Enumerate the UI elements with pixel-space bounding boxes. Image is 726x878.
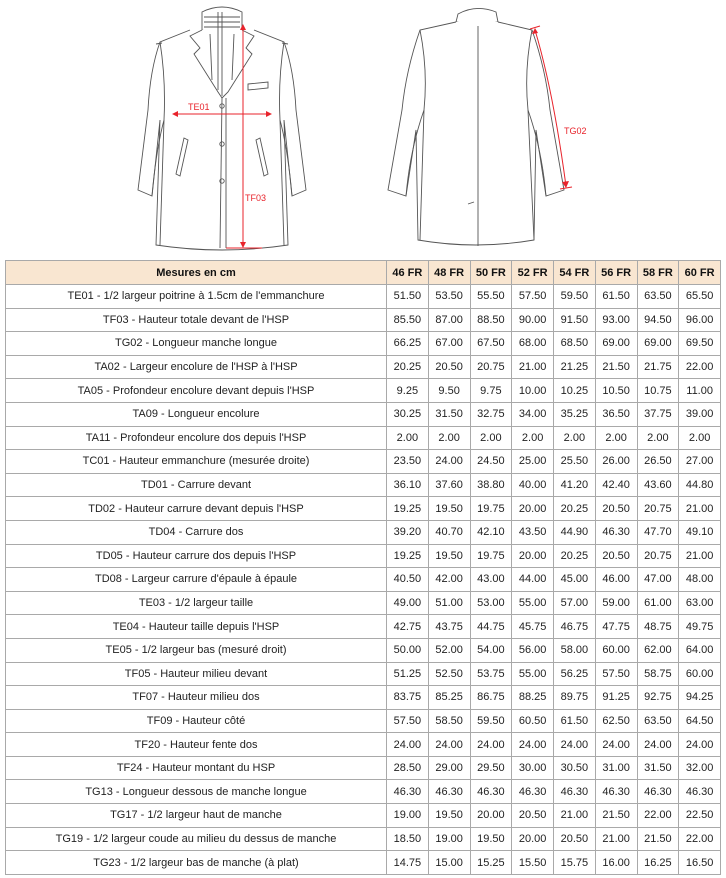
measure-value: 31.00 xyxy=(595,756,637,780)
measure-value: 24.00 xyxy=(595,733,637,757)
measure-value: 96.00 xyxy=(679,308,721,332)
table-row xyxy=(6,355,721,379)
measure-value: 63.50 xyxy=(637,709,679,733)
measure-value: 69.50 xyxy=(679,332,721,356)
label-tf03: TF03 xyxy=(245,193,267,203)
measure-value: 10.25 xyxy=(554,379,596,403)
measure-value: 62.00 xyxy=(637,638,679,662)
measure-value: 34.00 xyxy=(512,402,554,426)
measure-value: 19.50 xyxy=(428,497,470,521)
measure-value: 24.00 xyxy=(637,733,679,757)
measure-value: 29.00 xyxy=(428,756,470,780)
measure-value: 92.75 xyxy=(637,686,679,710)
measure-label: TF07 - Hauteur milieu dos xyxy=(6,686,387,710)
measure-label: TE03 - 1/2 largeur taille xyxy=(6,591,387,615)
measure-value: 20.75 xyxy=(470,355,512,379)
measure-value: 46.30 xyxy=(595,520,637,544)
measure-value: 59.00 xyxy=(595,591,637,615)
measure-value: 46.30 xyxy=(387,780,429,804)
measure-label: TA11 - Profondeur encolure dos depuis l'HSP xyxy=(6,426,387,450)
measure-value: 40.00 xyxy=(512,473,554,497)
measure-label: TA05 - Profondeur encolure devant depuis l'HSP xyxy=(6,379,387,403)
measure-value: 61.50 xyxy=(595,285,637,309)
table-row xyxy=(6,544,721,568)
measure-value: 60.00 xyxy=(595,638,637,662)
measure-value: 2.00 xyxy=(470,426,512,450)
header-size: 52 FR xyxy=(512,261,554,285)
measure-value: 39.00 xyxy=(679,402,721,426)
measure-value: 32.75 xyxy=(470,402,512,426)
table-body xyxy=(6,285,721,875)
header-size: 60 FR xyxy=(679,261,721,285)
measure-label: TF05 - Hauteur milieu devant xyxy=(6,662,387,686)
measure-label: TD08 - Largeur carrure d'épaule à épaule xyxy=(6,568,387,592)
measure-value: 2.00 xyxy=(554,426,596,450)
measure-value: 53.75 xyxy=(470,662,512,686)
measure-value: 49.00 xyxy=(387,591,429,615)
label-te01: TE01 xyxy=(188,102,210,112)
measure-value: 58.75 xyxy=(637,662,679,686)
measure-value: 88.25 xyxy=(512,686,554,710)
table-row xyxy=(6,615,721,639)
measure-value: 42.00 xyxy=(428,568,470,592)
table-row xyxy=(6,851,721,875)
table-row xyxy=(6,780,721,804)
measure-value: 15.00 xyxy=(428,851,470,875)
measure-value: 31.50 xyxy=(428,402,470,426)
measure-value: 9.50 xyxy=(428,379,470,403)
table-row xyxy=(6,379,721,403)
measure-value: 43.60 xyxy=(637,473,679,497)
measure-value: 44.00 xyxy=(512,568,554,592)
measure-value: 46.30 xyxy=(428,780,470,804)
measure-value: 31.50 xyxy=(637,756,679,780)
measure-value: 26.00 xyxy=(595,450,637,474)
measure-value: 27.00 xyxy=(679,450,721,474)
measure-value: 21.25 xyxy=(554,355,596,379)
measure-value: 19.75 xyxy=(470,497,512,521)
measure-value: 68.00 xyxy=(512,332,554,356)
measure-value: 24.00 xyxy=(387,733,429,757)
measure-label: TD04 - Carrure dos xyxy=(6,520,387,544)
table-row xyxy=(6,638,721,662)
measure-value: 55.50 xyxy=(470,285,512,309)
measure-value: 16.25 xyxy=(637,851,679,875)
measure-value: 40.70 xyxy=(428,520,470,544)
table-row xyxy=(6,473,721,497)
measure-value: 46.75 xyxy=(554,615,596,639)
measure-value: 67.00 xyxy=(428,332,470,356)
measure-value: 91.25 xyxy=(595,686,637,710)
measure-value: 85.50 xyxy=(387,308,429,332)
measure-value: 14.75 xyxy=(387,851,429,875)
table-row xyxy=(6,662,721,686)
measure-value: 9.25 xyxy=(387,379,429,403)
measure-value: 48.00 xyxy=(679,568,721,592)
measure-value: 60.50 xyxy=(512,709,554,733)
measure-label: TF09 - Hauteur côté xyxy=(6,709,387,733)
measure-value: 38.80 xyxy=(470,473,512,497)
measure-label: TG02 - Longueur manche longue xyxy=(6,332,387,356)
measure-value: 30.25 xyxy=(387,402,429,426)
table-row xyxy=(6,591,721,615)
measure-value: 57.50 xyxy=(512,285,554,309)
measure-value: 61.50 xyxy=(554,709,596,733)
measure-value: 54.00 xyxy=(470,638,512,662)
measure-value: 60.00 xyxy=(679,662,721,686)
measure-value: 45.00 xyxy=(554,568,596,592)
measure-value: 64.00 xyxy=(679,638,721,662)
measure-value: 91.50 xyxy=(554,308,596,332)
measure-value: 25.50 xyxy=(554,450,596,474)
measure-value: 42.75 xyxy=(387,615,429,639)
label-tg02: TG02 xyxy=(564,126,587,136)
table-row xyxy=(6,756,721,780)
coat-back-drawing xyxy=(378,0,588,252)
measure-label: TF20 - Hauteur fente dos xyxy=(6,733,387,757)
table-row xyxy=(6,426,721,450)
measure-value: 2.00 xyxy=(387,426,429,450)
measure-label: TE05 - 1/2 largeur bas (mesuré droit) xyxy=(6,638,387,662)
measure-value: 83.75 xyxy=(387,686,429,710)
measure-value: 20.50 xyxy=(512,804,554,828)
measure-value: 46.30 xyxy=(679,780,721,804)
measure-value: 11.00 xyxy=(679,379,721,403)
header-size: 50 FR xyxy=(470,261,512,285)
measure-value: 94.25 xyxy=(679,686,721,710)
measure-value: 51.00 xyxy=(428,591,470,615)
measure-value: 46.30 xyxy=(470,780,512,804)
measure-value: 23.50 xyxy=(387,450,429,474)
measure-value: 85.25 xyxy=(428,686,470,710)
measure-value: 20.25 xyxy=(554,544,596,568)
measure-value: 52.00 xyxy=(428,638,470,662)
measure-label: TG23 - 1/2 largeur bas de manche (à plat) xyxy=(6,851,387,875)
garment-illustration xyxy=(0,0,726,258)
measure-label: TD02 - Hauteur carrure devant depuis l'HSP xyxy=(6,497,387,521)
measure-value: 22.00 xyxy=(679,355,721,379)
measure-value: 16.50 xyxy=(679,851,721,875)
measure-value: 10.75 xyxy=(637,379,679,403)
measure-value: 51.25 xyxy=(387,662,429,686)
measure-label: TC01 - Hauteur emmanchure (mesurée droite) xyxy=(6,450,387,474)
measure-value: 59.50 xyxy=(554,285,596,309)
measure-value: 58.00 xyxy=(554,638,596,662)
measure-value: 63.00 xyxy=(679,591,721,615)
measure-value: 22.50 xyxy=(679,804,721,828)
measure-value: 19.00 xyxy=(428,827,470,851)
header-size: 48 FR xyxy=(428,261,470,285)
table-row xyxy=(6,520,721,544)
measure-value: 20.50 xyxy=(595,497,637,521)
measure-value: 15.75 xyxy=(554,851,596,875)
measure-value: 2.00 xyxy=(512,426,554,450)
measure-value: 20.50 xyxy=(595,544,637,568)
measure-value: 36.50 xyxy=(595,402,637,426)
measure-value: 57.50 xyxy=(387,709,429,733)
table-row xyxy=(6,285,721,309)
measure-label: TE01 - 1/2 largeur poitrine à 1.5cm de l'emmanchure xyxy=(6,285,387,309)
measure-value: 64.50 xyxy=(679,709,721,733)
measure-value: 51.50 xyxy=(387,285,429,309)
table-header-row xyxy=(6,261,721,285)
measure-value: 36.10 xyxy=(387,473,429,497)
measure-value: 52.50 xyxy=(428,662,470,686)
measure-value: 19.75 xyxy=(470,544,512,568)
header-size: 46 FR xyxy=(387,261,429,285)
measure-value: 24.00 xyxy=(679,733,721,757)
measure-value: 37.75 xyxy=(637,402,679,426)
measure-value: 19.50 xyxy=(428,804,470,828)
coat-front-drawing xyxy=(130,0,315,255)
measure-value: 49.10 xyxy=(679,520,721,544)
measure-value: 41.20 xyxy=(554,473,596,497)
measure-value: 69.00 xyxy=(595,332,637,356)
measure-value: 46.00 xyxy=(595,568,637,592)
measure-value: 19.25 xyxy=(387,497,429,521)
measure-value: 59.50 xyxy=(470,709,512,733)
measure-value: 37.60 xyxy=(428,473,470,497)
header-size: 58 FR xyxy=(637,261,679,285)
measure-value: 20.00 xyxy=(512,544,554,568)
table-row xyxy=(6,827,721,851)
measure-label: TD05 - Hauteur carrure dos depuis l'HSP xyxy=(6,544,387,568)
measure-value: 22.00 xyxy=(679,827,721,851)
measure-value: 24.00 xyxy=(428,450,470,474)
measure-value: 89.75 xyxy=(554,686,596,710)
measure-value: 15.50 xyxy=(512,851,554,875)
measure-value: 43.00 xyxy=(470,568,512,592)
table-row xyxy=(6,332,721,356)
measure-value: 49.75 xyxy=(679,615,721,639)
table-row xyxy=(6,308,721,332)
measure-value: 16.00 xyxy=(595,851,637,875)
header-measures: Mesures en cm xyxy=(6,261,387,285)
measure-value: 68.50 xyxy=(554,332,596,356)
measure-label: TG19 - 1/2 largeur coude au milieu du dessus de manche xyxy=(6,827,387,851)
measure-value: 46.30 xyxy=(512,780,554,804)
measure-value: 42.40 xyxy=(595,473,637,497)
measure-value: 46.30 xyxy=(554,780,596,804)
measure-value: 21.00 xyxy=(679,497,721,521)
measure-value: 40.50 xyxy=(387,568,429,592)
measure-value: 9.75 xyxy=(470,379,512,403)
measure-value: 24.00 xyxy=(554,733,596,757)
measure-value: 2.00 xyxy=(428,426,470,450)
measure-value: 21.00 xyxy=(679,544,721,568)
measure-value: 20.75 xyxy=(637,544,679,568)
measure-value: 46.30 xyxy=(595,780,637,804)
measure-value: 21.00 xyxy=(512,355,554,379)
measure-value: 43.50 xyxy=(512,520,554,544)
measure-value: 50.00 xyxy=(387,638,429,662)
measure-value: 21.00 xyxy=(554,804,596,828)
measure-value: 48.75 xyxy=(637,615,679,639)
measure-value: 20.75 xyxy=(637,497,679,521)
size-chart-table xyxy=(5,260,721,875)
measure-value: 58.50 xyxy=(428,709,470,733)
measure-value: 24.00 xyxy=(512,733,554,757)
measure-value: 21.50 xyxy=(595,355,637,379)
measure-value: 46.30 xyxy=(637,780,679,804)
measure-value: 28.50 xyxy=(387,756,429,780)
measure-value: 25.00 xyxy=(512,450,554,474)
measure-value: 2.00 xyxy=(595,426,637,450)
measure-value: 26.50 xyxy=(637,450,679,474)
measure-value: 21.50 xyxy=(595,804,637,828)
measure-value: 56.25 xyxy=(554,662,596,686)
measure-value: 47.75 xyxy=(595,615,637,639)
table-row xyxy=(6,733,721,757)
measure-label: TD01 - Carrure devant xyxy=(6,473,387,497)
table-row xyxy=(6,686,721,710)
header-size: 56 FR xyxy=(595,261,637,285)
measure-value: 19.50 xyxy=(470,827,512,851)
measure-value: 65.50 xyxy=(679,285,721,309)
measure-value: 20.50 xyxy=(554,827,596,851)
table-row xyxy=(6,497,721,521)
table-row xyxy=(6,402,721,426)
measure-value: 20.25 xyxy=(554,497,596,521)
measure-value: 57.50 xyxy=(595,662,637,686)
measure-value: 67.50 xyxy=(470,332,512,356)
measure-value: 56.00 xyxy=(512,638,554,662)
measure-value: 19.25 xyxy=(387,544,429,568)
measure-value: 21.00 xyxy=(595,827,637,851)
measure-value: 42.10 xyxy=(470,520,512,544)
measure-value: 45.75 xyxy=(512,615,554,639)
table-row xyxy=(6,709,721,733)
measure-value: 63.50 xyxy=(637,285,679,309)
measure-value: 20.00 xyxy=(470,804,512,828)
measure-value: 20.00 xyxy=(512,497,554,521)
measure-value: 43.75 xyxy=(428,615,470,639)
measure-label: TF24 - Hauteur montant du HSP xyxy=(6,756,387,780)
measure-label: TG13 - Longueur dessous de manche longue xyxy=(6,780,387,804)
measure-label: TF03 - Hauteur totale devant de l'HSP xyxy=(6,308,387,332)
table-row xyxy=(6,804,721,828)
measure-value: 86.75 xyxy=(470,686,512,710)
measure-value: 32.00 xyxy=(679,756,721,780)
measure-value: 44.90 xyxy=(554,520,596,544)
measure-value: 22.00 xyxy=(637,804,679,828)
measure-value: 20.00 xyxy=(512,827,554,851)
measure-value: 30.00 xyxy=(512,756,554,780)
measure-value: 39.20 xyxy=(387,520,429,544)
measure-value: 93.00 xyxy=(595,308,637,332)
measure-value: 87.00 xyxy=(428,308,470,332)
measure-value: 61.00 xyxy=(637,591,679,615)
measure-value: 21.50 xyxy=(637,827,679,851)
measure-value: 66.25 xyxy=(387,332,429,356)
measure-label: TE04 - Hauteur taille depuis l'HSP xyxy=(6,615,387,639)
header-size: 54 FR xyxy=(554,261,596,285)
measure-value: 55.00 xyxy=(512,662,554,686)
measure-value: 57.00 xyxy=(554,591,596,615)
measure-value: 19.50 xyxy=(428,544,470,568)
measure-value: 53.50 xyxy=(428,285,470,309)
measure-value: 10.00 xyxy=(512,379,554,403)
measure-value: 20.50 xyxy=(428,355,470,379)
measure-value: 44.80 xyxy=(679,473,721,497)
measure-value: 62.50 xyxy=(595,709,637,733)
measure-value: 15.25 xyxy=(470,851,512,875)
measure-value: 90.00 xyxy=(512,308,554,332)
measure-label: TA09 - Longueur encolure xyxy=(6,402,387,426)
measure-value: 94.50 xyxy=(637,308,679,332)
measure-value: 2.00 xyxy=(679,426,721,450)
table-row xyxy=(6,568,721,592)
measure-label: TA02 - Largeur encolure de l'HSP à l'HSP xyxy=(6,355,387,379)
measure-value: 24.50 xyxy=(470,450,512,474)
measure-value: 47.70 xyxy=(637,520,679,544)
measure-value: 20.25 xyxy=(387,355,429,379)
measure-value: 30.50 xyxy=(554,756,596,780)
measure-value: 44.75 xyxy=(470,615,512,639)
measure-value: 47.00 xyxy=(637,568,679,592)
measure-value: 69.00 xyxy=(637,332,679,356)
measure-value: 55.00 xyxy=(512,591,554,615)
measure-value: 24.00 xyxy=(470,733,512,757)
measure-value: 24.00 xyxy=(428,733,470,757)
measure-value: 2.00 xyxy=(637,426,679,450)
measure-label: TG17 - 1/2 largeur haut de manche xyxy=(6,804,387,828)
measure-value: 29.50 xyxy=(470,756,512,780)
measure-value: 88.50 xyxy=(470,308,512,332)
measure-value: 18.50 xyxy=(387,827,429,851)
measure-value: 10.50 xyxy=(595,379,637,403)
measure-value: 35.25 xyxy=(554,402,596,426)
measure-value: 19.00 xyxy=(387,804,429,828)
measure-value: 53.00 xyxy=(470,591,512,615)
table-row xyxy=(6,450,721,474)
measure-value: 21.75 xyxy=(637,355,679,379)
